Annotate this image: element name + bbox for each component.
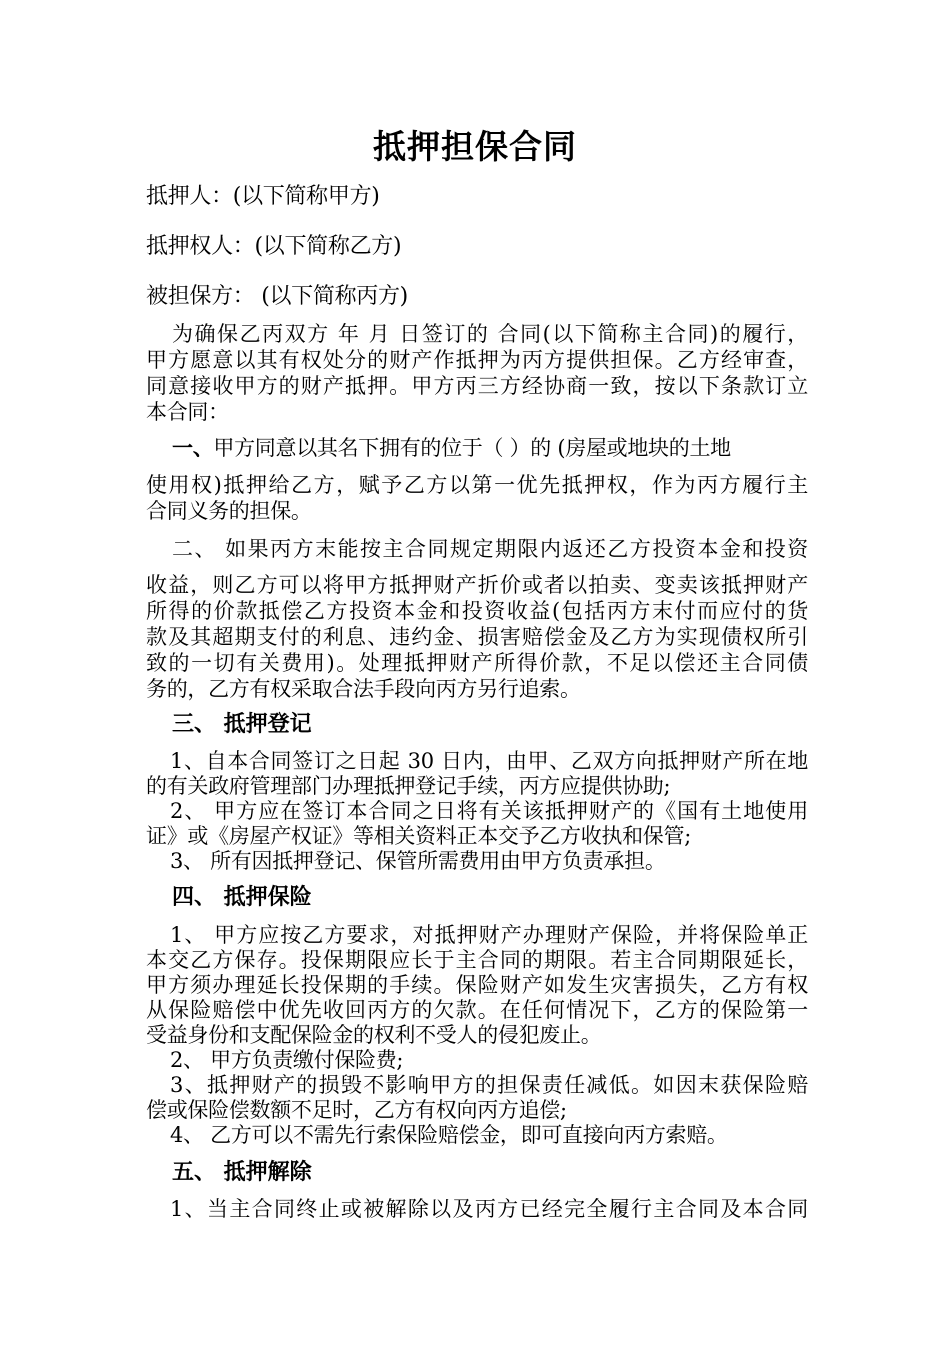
section-4-line: 受益身份和支配保险金的权利不受人的侵犯废止。: [146, 1023, 602, 1047]
party-mortgagee: 抵押权人：(以下简称乙方): [146, 234, 402, 259]
section-5-heading: 五、 抵押解除: [172, 1160, 312, 1185]
party-mortgagor: 抵押人：(以下简称甲方): [146, 184, 380, 209]
section-5-line: 1、当主合同终止或被解除以及丙方已经完全履行主合同及本合同: [170, 1197, 808, 1221]
intro-line: 为确保乙丙双方 年 月 日签订的 合同(以下简称主合同)的履行，: [172, 322, 808, 346]
section-4-heading: 四、 抵押保险: [172, 885, 312, 910]
article-2-line: 款及其超期支付的利息、违约金、损害赔偿金及乙方为实现债权所引: [146, 625, 808, 649]
article-2-line: 收益，则乙方可以将甲方抵押财产折价或者以拍卖、变卖该抵押财产: [146, 573, 808, 597]
section-4-line: 从保险赔偿中优先收回丙方的欠款。在任何情况下，乙方的保险第一: [146, 998, 808, 1022]
article-1-text: 甲方同意以其名下拥有的位于（ ）的 (房屋或地块的土地: [213, 436, 731, 460]
intro-line: 同意接收甲方的财产抵押。甲方丙三方经协商一致，按以下条款订立: [146, 374, 808, 398]
section-3-line: 2、 甲方应在签订本合同之日将有关该抵押财产的《国有土地使用: [170, 799, 808, 823]
section-3-line: 证》或《房屋产权证》等相关资料正本交予乙方收执和保管;: [146, 824, 691, 848]
intro-line: 甲方愿意以其有权处分的财产作抵押为丙方提供担保。乙方经审查，: [146, 348, 808, 372]
article-1-first-line: [172, 435, 808, 461]
section-4-line: 1、 甲方应按乙方要求，对抵押财产办理财产保险，并将保险单正: [170, 923, 808, 947]
section-3-line: 3、 所有因抵押登记、保管所需费用由甲方负责承担。: [170, 849, 666, 873]
document-title: 抵押担保合同: [373, 127, 577, 166]
section-4-line: 本交乙方保存。投保期限应长于主合同的期限。若主合同期限延长，: [146, 948, 808, 972]
article-1-number: 一、: [172, 436, 214, 460]
section-4-line: 4、 乙方可以不需先行索保险赔偿金，即可直接向丙方索赔。: [170, 1123, 728, 1147]
section-4-line: 3、抵押财产的损毁不影响甲方的担保责任减低。如因末获保险赔: [170, 1073, 808, 1097]
article-1-line: 合同义务的担保。: [146, 499, 312, 523]
section-4-line: 偿或保险偿数额不足时，乙方有权向丙方追偿;: [146, 1098, 567, 1122]
article-2-line: 致的一切有关费用)。处理抵押财产所得价款，不足以偿还主合同债: [146, 651, 808, 675]
article-1-line: 使用权)抵押给乙方，赋予乙方以第一优先抵押权，作为丙方履行主: [146, 473, 808, 497]
article-2-line: 所得的价款抵偿乙方投资本金和投资收益(包括丙方末付而应付的货: [146, 599, 808, 623]
party-guaranteed: 被担保方： (以下简称丙方): [146, 284, 408, 309]
section-3-heading: 三、 抵押登记: [172, 712, 312, 737]
intro-line: 本合同：: [146, 400, 229, 424]
section-3-line: 的有关政府管理部门办理抵押登记手续，丙方应提供协助;: [146, 774, 671, 798]
section-4-line: 2、 甲方负责缴付保险费;: [170, 1048, 404, 1072]
section-3-line: 1、自本合同签订之日起 30 日内，由甲、乙双方向抵押财产所在地: [170, 749, 808, 773]
article-2-line: 务的，乙方有权采取合法手段向丙方另行追索。: [146, 677, 581, 701]
article-2-first-line: 二、 如果丙方末能按主合同规定期限内返还乙方投资本金和投资: [172, 537, 808, 561]
section-4-line: 甲方须办理延长投保期的手续。保险财产如发生灾害损失，乙方有权: [146, 973, 808, 997]
